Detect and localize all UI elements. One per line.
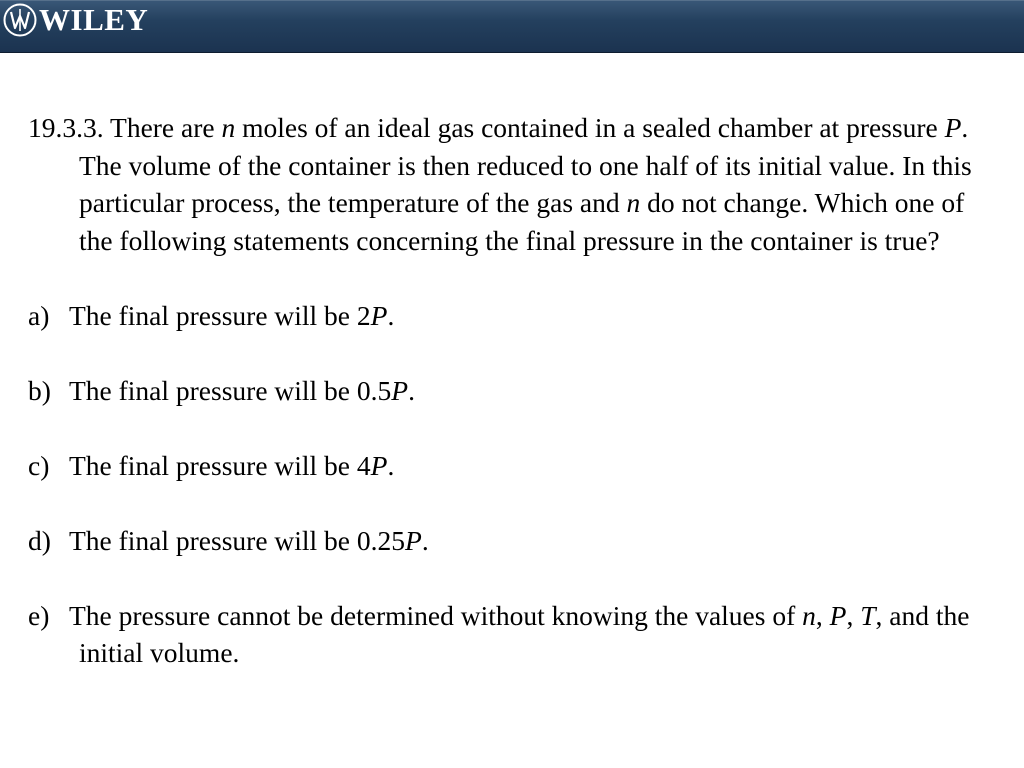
question-segment: do not change. Which one of the following statements concerning the final pressure in the container is true?	[79, 187, 965, 256]
variable-p: P	[370, 299, 388, 331]
question-segment: moles of an ideal gas contained in a sealed chamber at pressure	[242, 112, 938, 143]
wiley-logo	[3, 3, 148, 37]
question-segment: There are	[110, 112, 215, 143]
answer-option-b[interactable]	[28, 372, 1003, 410]
brand-name: WILEY	[39, 2, 149, 37]
answer-text: The pressure cannot be determined without knowing the values of	[69, 599, 796, 631]
answer-letter: b)	[28, 374, 51, 406]
answer-option-e[interactable]	[28, 597, 1003, 672]
answer-text: The final pressure will be 0.25	[69, 524, 406, 556]
question-number: 19.3.3.	[28, 112, 104, 143]
header-bar	[0, 0, 1024, 53]
variable-n: n	[802, 599, 816, 631]
variable-p: P	[370, 449, 388, 481]
answer-end: .	[387, 449, 395, 481]
slide-content	[28, 109, 1003, 672]
answer-text: The final pressure will be 2	[69, 299, 371, 331]
answer-end: .	[387, 299, 395, 331]
separator: ,	[815, 599, 823, 631]
answer-option-a[interactable]	[28, 297, 1003, 335]
answer-option-c[interactable]	[28, 447, 1003, 485]
variable-p: P	[405, 524, 422, 556]
variable-p: P	[391, 374, 409, 406]
separator: ,	[846, 599, 854, 631]
variable-p: P	[944, 112, 962, 143]
answer-letter: d)	[28, 524, 51, 556]
question-text	[28, 109, 1003, 259]
answer-text: The final pressure will be 0.5	[69, 374, 392, 406]
answer-text: The final pressure will be 4	[69, 449, 371, 481]
answer-end: .	[421, 524, 429, 556]
answer-letter: a)	[28, 299, 50, 331]
answer-text: , and the initial volume.	[79, 599, 970, 668]
wiley-emblem-icon	[3, 3, 37, 37]
variable-n: n	[221, 112, 236, 143]
variable-n: n	[626, 187, 641, 218]
question-segment: . The volume of the container is then reduced to one half of its initial value. In this particular process, the temperature of the gas and	[79, 112, 972, 218]
answer-letter: e)	[28, 599, 50, 631]
answer-end: .	[408, 374, 415, 406]
answer-option-d[interactable]	[28, 522, 1003, 560]
variable-p: P	[829, 599, 847, 631]
variable-t: T	[860, 599, 876, 631]
answer-letter: c)	[28, 449, 50, 481]
